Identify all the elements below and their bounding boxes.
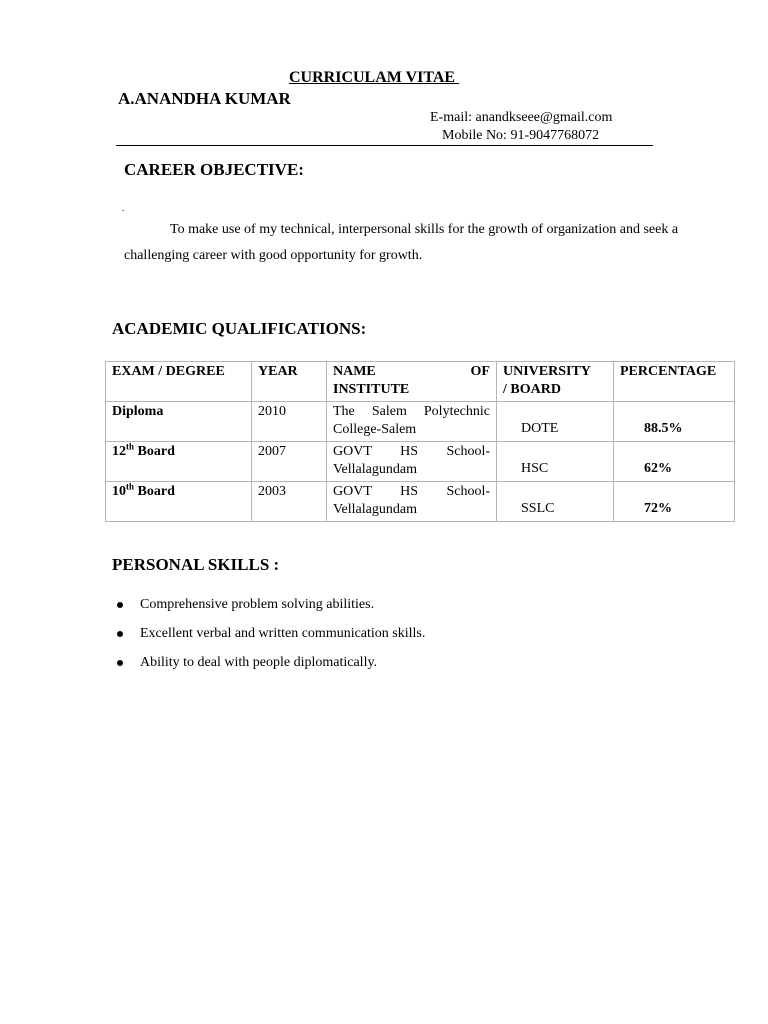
exam-text: Diploma xyxy=(112,404,164,419)
table-row xyxy=(106,482,735,522)
exam-cell xyxy=(106,402,252,442)
percentage-value: 88.5% xyxy=(644,421,683,436)
percentage-cell xyxy=(614,442,735,482)
table-row xyxy=(106,442,735,482)
skills-list xyxy=(112,595,425,682)
skill-text: Comprehensive problem solving abilities. xyxy=(140,597,375,612)
university-value: HSC xyxy=(521,461,549,476)
header-institute-word-of: OF xyxy=(470,364,490,379)
list-item xyxy=(112,653,425,682)
institute-cell: The Salem Polytechnic College-Salem xyxy=(327,402,497,442)
year-cell: 2003 xyxy=(252,482,327,522)
header-year: YEAR xyxy=(252,362,327,402)
header-exam: EXAM / DEGREE xyxy=(106,362,252,402)
header-university-line2: / BOARD xyxy=(503,382,561,397)
year-cell: 2010 xyxy=(252,402,327,442)
header-divider xyxy=(116,145,653,146)
percentage-value: 72% xyxy=(644,501,672,516)
institute-cell: GOVT HS School-Vellalagundam xyxy=(327,482,497,522)
skill-text: Ability to deal with people diplomatically. xyxy=(140,655,378,670)
exam-sup: th xyxy=(126,441,135,452)
mobile-line: Mobile No: 91-9047768072 xyxy=(442,128,600,143)
university-value: DOTE xyxy=(521,421,559,436)
header-university xyxy=(497,362,614,402)
exam-sup: th xyxy=(126,481,135,492)
email-line: E-mail: anandkseee@gmail.com xyxy=(430,110,613,125)
academic-qualifications-heading: ACADEMIC QUALIFICATIONS: xyxy=(112,319,367,338)
header-institute-word-institute: INSTITUTE xyxy=(333,382,410,397)
exam-suffix: Board xyxy=(134,444,175,459)
header-percentage: PERCENTAGE xyxy=(614,362,735,402)
percentage-cell xyxy=(614,482,735,522)
personal-skills-heading: PERSONAL SKILLS : xyxy=(112,555,280,574)
exam-text: 12 xyxy=(112,444,126,459)
skill-text: Excellent verbal and written communication skills. xyxy=(140,626,426,641)
header-university-line1: UNIVERSITY xyxy=(503,364,591,379)
bullet-icon xyxy=(117,631,123,637)
header-institute xyxy=(327,362,497,402)
university-cell xyxy=(497,402,614,442)
table-row xyxy=(106,402,735,442)
bullet-icon xyxy=(117,602,123,608)
university-cell xyxy=(497,442,614,482)
career-objective-text: To make use of my technical, interpersonal skills for the growth of organization and seek a challenging career with good opportunity for growth. xyxy=(124,222,679,263)
exam-cell xyxy=(106,442,252,482)
percentage-value: 62% xyxy=(644,461,672,476)
year-cell: 2007 xyxy=(252,442,327,482)
university-cell xyxy=(497,482,614,522)
qualifications-table xyxy=(105,361,735,522)
exam-cell xyxy=(106,482,252,522)
percentage-cell xyxy=(614,402,735,442)
institute-cell: GOVT HS School-Vellalagundam xyxy=(327,442,497,482)
list-item xyxy=(112,624,425,653)
exam-suffix: Board xyxy=(134,484,175,499)
table-header-row xyxy=(106,362,735,402)
candidate-name: A.ANANDHA KUMAR xyxy=(118,89,291,108)
header-institute-word-name: NAME xyxy=(333,364,376,379)
university-value: SSLC xyxy=(521,501,555,516)
paragraph-marker: . xyxy=(122,203,125,213)
document-title: CURRICULAM VITAE xyxy=(289,69,460,86)
contact-block xyxy=(400,109,690,145)
exam-text: 10 xyxy=(112,484,126,499)
list-item xyxy=(112,595,425,624)
career-objective-heading: CAREER OBJECTIVE: xyxy=(124,160,304,179)
bullet-icon xyxy=(117,660,123,666)
